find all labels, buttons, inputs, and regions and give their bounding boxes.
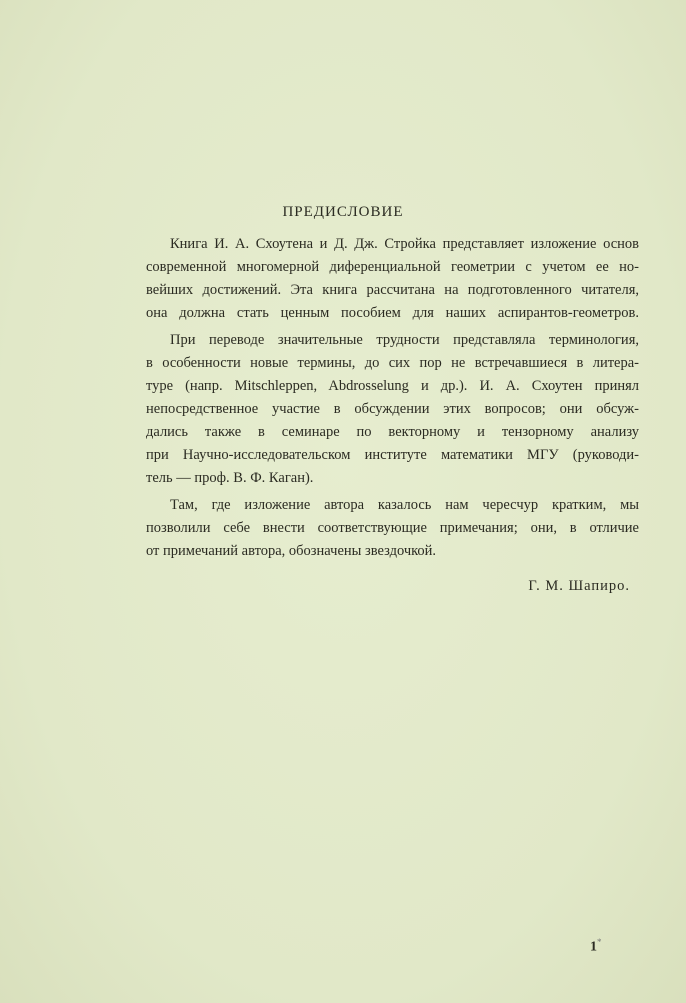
text-line: При переводе значительные трудности представляла терминология, [170,332,639,348]
text-line: вейших достижений. Эта книга рассчитана на подготовленного читателя, [146,282,639,298]
signature: Г. М. Шапиро. [528,578,630,594]
page-mark: * [597,937,602,947]
text-line: Книга И. А. Схоутена и Д. Дж. Стройка представляет изложение основ [170,236,639,252]
text-line: она должна стать ценным пособием для наших аспирантов-геометров. [146,305,639,321]
text-line: Там, где изложение автора казалось нам чересчур кратким, мы [170,497,639,513]
text-line: дались также в семинаре по векторному и тензорному анализу [146,424,639,440]
text-line: современной многомерной диференциальной геометрии с учетом ее но- [146,259,639,275]
page-number-value: 1 [590,939,597,955]
text-line: непосредственное участие в обсуждении этих вопросов; они обсуж- [146,401,639,417]
page-number [590,937,602,956]
text-line: от примечаний автора, обозначены звездочкой. [146,543,437,559]
text-line: при Научно-исследовательском институте математики МГУ (руководи- [146,447,639,463]
text-line: позволили себе внести соответствующие примечания; они, в отличие [146,520,639,536]
text-line: в особенности новые термины, до сих пор не встречавшиеся в литера- [146,355,639,371]
page-title: ПРЕДИСЛОВИЕ [282,204,404,220]
text-line: тель — проф. В. Ф. Каган). [146,470,314,486]
text-line: туре (напр. Mitschleppen, Abdrosselung и др.). И. А. Схоутен принял [146,378,639,394]
